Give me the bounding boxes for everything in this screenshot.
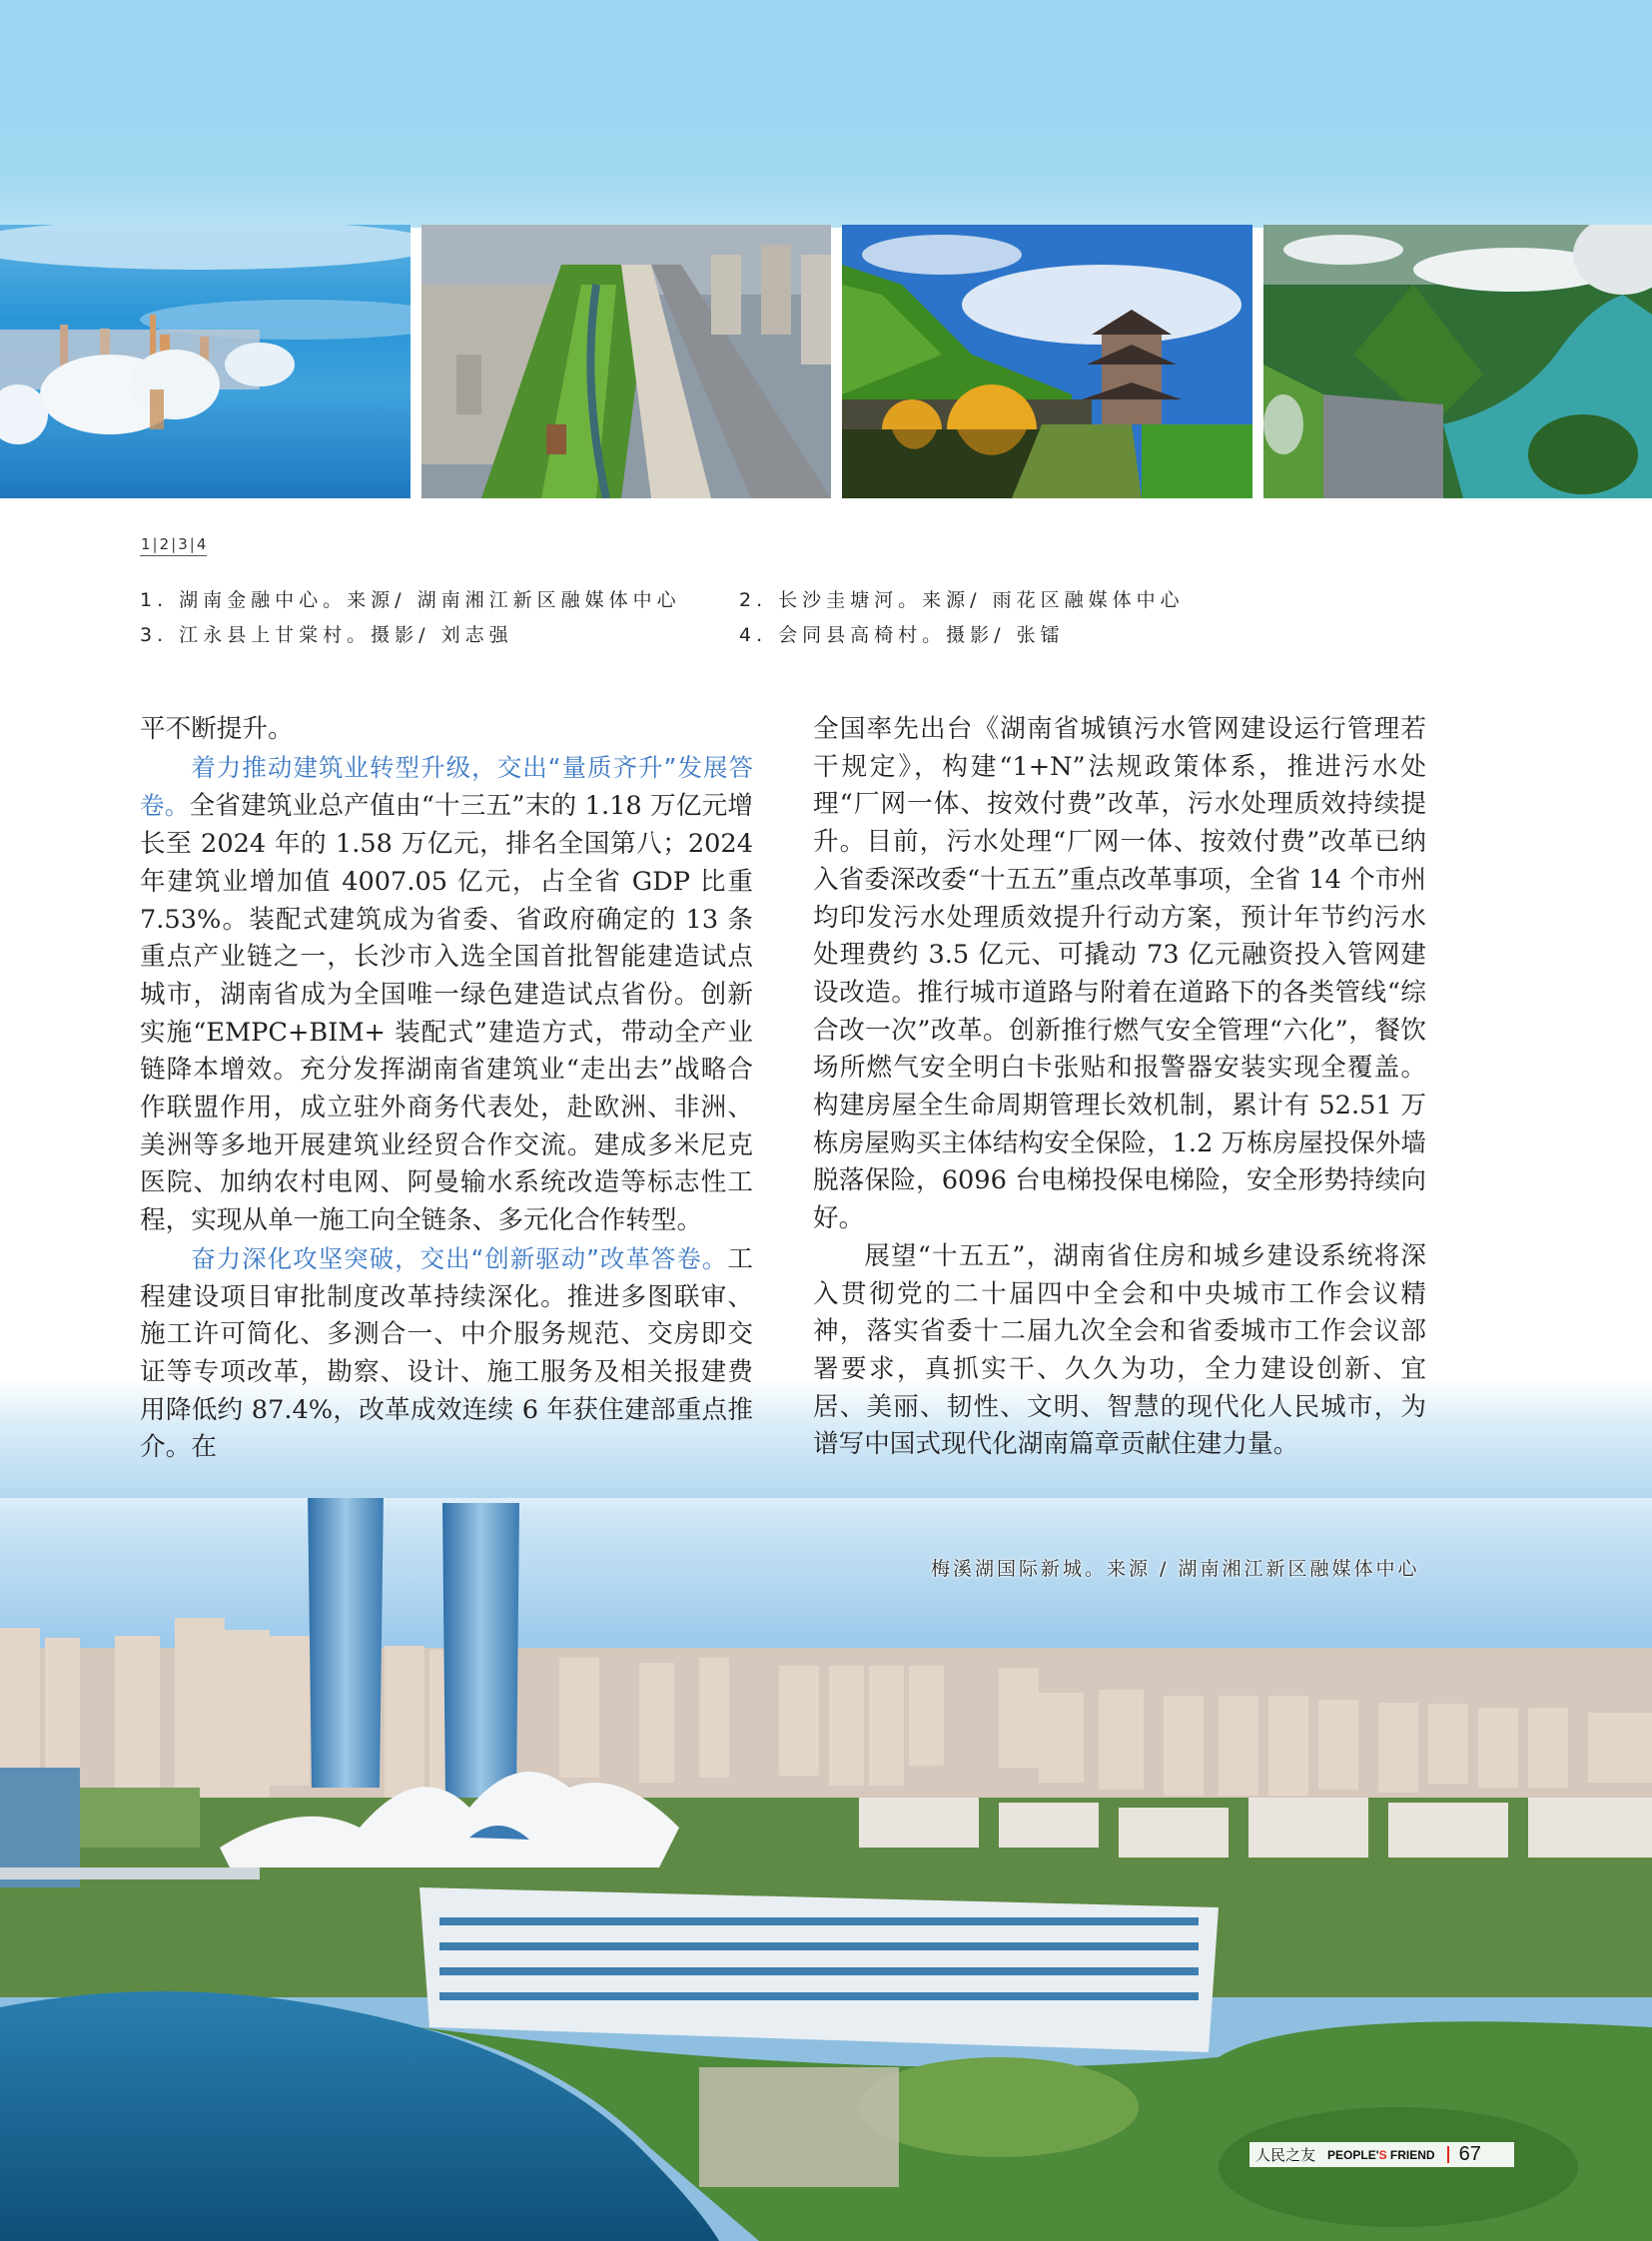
- caption-3: 3. 江永县上甘棠村。摄影/ 刘志强: [140, 624, 513, 646]
- photo-hunan-financial-center: [0, 225, 411, 498]
- photo-gaoyi-village: [1263, 225, 1652, 498]
- photo-guitang-river: [421, 225, 831, 498]
- photo-index-1: 1: [141, 535, 151, 553]
- paragraph-reform: [140, 1240, 753, 1467]
- photo-index: 1 | 2 | 3 | 4: [140, 535, 207, 556]
- photo-index-2: 2: [159, 535, 170, 553]
- page-number: 67: [1458, 2143, 1481, 2165]
- paragraph-construction-industry: [140, 749, 753, 1240]
- paragraph-continuation: 平不断提升。: [140, 714, 294, 744]
- bottom-photo-caption: 梅溪湖国际新城。来源 / 湖南湘江新区融媒体中心: [931, 1558, 1420, 1580]
- paragraph-sewage-reform: 全国率先出台《湖南省城镇污水管网建设运行管理若干规定》，构建“1+N”法规政策体系，推进污水处理“厂网一体、按效付费”改革，污水处理质效持续提升。目前，污水处理“厂网一体、按效付费”改革已纳入省委深改委“十五五”重点改革事项，全省 14 个市州均印发污水处理质效提升行动方案，预计年节约污水处理费约 3.5 亿元、可撬动 73 亿元融资投入管网建设改造。推行城市道路与附着在道路下的各类管线“综合改一次”改革。创新推行燃气安全管理“六化”，餐饮场所燃气安全明白卡张贴和报警器安装实现全覆盖。构建房屋全生命周期管理长效机制，累计有 52.51 万栋房屋购买主体结构安全保险，1.2 万栋房屋投保外墙脱落保险，6096 台电梯投保电梯险，安全形势持续向好。: [813, 714, 1426, 1234]
- photo-shanggantang-village: [842, 225, 1252, 498]
- folio-divider: [1447, 2146, 1449, 2163]
- photo-meixi-lake: [0, 1468, 1652, 2241]
- caption-4: 4. 会同县高椅村。摄影/ 张镭: [739, 624, 1065, 646]
- paragraph-construction-body: 全省建筑业总产值由“十三五”末的 1.18 万亿元增长至 2024 年的 1.58 万亿元，排名全国第八；2024 年建筑业增加值 4007.05 亿元，占全省 GDP 比重 7.53%。装配式建筑成为省委、省政府确定的 13 条重点产业链之一，长沙市入选全国首批智能建造试点城市，湖南省成为全国唯一绿色建造试点省份。创新实施“EMPC+BIM+ 装配式”建造方式，带动全产业链降本增效。充分发挥湖南省建筑业“走出去”战略合作联盟作用，成立驻外商务代表处，赴欧洲、非洲、美洲等多地开展建筑业经贸合作交流。建成多米尼克医院、加纳农村电网、阿曼输水系统改造等标志性工程，实现从单一施工向全链条、多元化合作转型。: [140, 791, 754, 1236]
- publication-name-cn: 人民之友: [1255, 2146, 1316, 2164]
- photo-strip: [0, 225, 1652, 498]
- article-left-column: [140, 711, 753, 1467]
- photo-index-3: 3: [178, 535, 188, 553]
- top-color-band: [0, 0, 1652, 228]
- page-folio: [1249, 2142, 1514, 2167]
- paragraph-reform-body: 工程建设项目审批制度改革持续深化。推进多图联审、施工许可简化、多测合一、中介服务规范、交房即交证等专项改革，勘察、设计、施工服务及相关报建费用降低约 87.4%，改革成效连续 6 年获住建部重点推介。在: [140, 1243, 753, 1463]
- section-heading-construction: 着力推动建筑业转型升级，交出“量质齐升”发展答卷。: [140, 752, 753, 821]
- publication-name-en: PEOPLE'S FRIEND: [1327, 2147, 1435, 2162]
- caption-1: 1. 湖南金融中心。来源/ 湖南湘江新区融媒体中心: [140, 589, 681, 611]
- photo-index-4: 4: [196, 535, 207, 553]
- article-right-column: [813, 711, 1426, 1464]
- paragraph-outlook: 展望“十五五”，湖南省住房和城乡建设系统将深入贯彻党的二十届四中全会和中央城市工作会议精神，落实省委十二届九次全会和省委城市工作会议部署要求，真抓实干、久久为功，全力建设创新、宜居、美丽、韧性、文明、智慧的现代化人民城市，为谱写中国式现代化湖南篇章贡献住建力量。: [813, 1240, 1426, 1460]
- caption-2: 2. 长沙圭塘河。来源/ 雨花区融媒体中心: [739, 589, 1185, 611]
- section-heading-reform: 奋力深化攻坚突破，交出“创新驱动”改革答卷。: [191, 1243, 728, 1273]
